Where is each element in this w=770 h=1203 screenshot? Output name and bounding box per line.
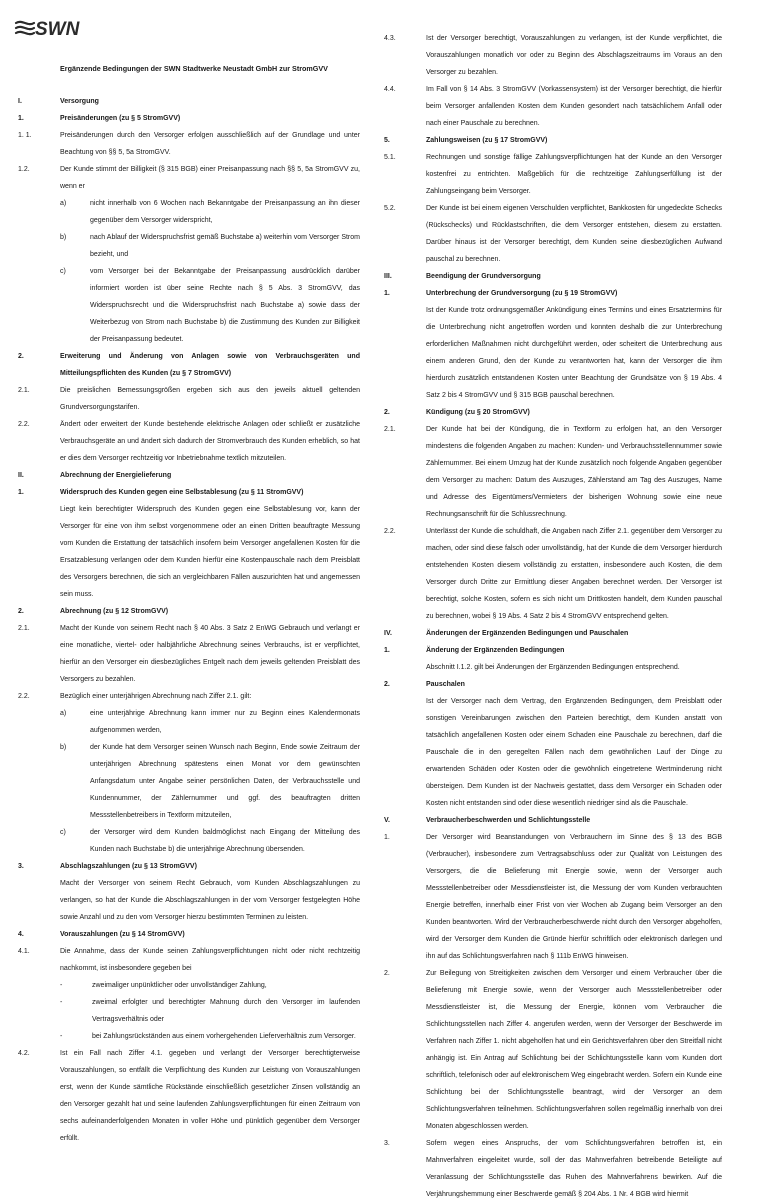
clause-heading	[18, 926, 360, 943]
clause-paragraph	[18, 416, 360, 467]
section-heading	[18, 93, 360, 110]
list-item	[18, 705, 360, 739]
clause-number: 2.1.	[384, 426, 396, 433]
list-text: zweimaliger unpünktlicher oder unvollständiger Zahlung,	[92, 982, 267, 989]
clause-paragraph	[384, 421, 722, 523]
clause-paragraph	[18, 382, 360, 416]
clause-number: 2.2.	[384, 528, 396, 535]
clause-paragraph	[384, 693, 722, 812]
clause-text: Ist der Versorger berechtigt, Vorauszahlungen zu verlangen, ist der Kunde verpflichtet, die Vorauszahlungen monatlich vor oder zu Beginn des Abschlagszeitraums im Voraus an den Versorger zu bezahlen.	[426, 35, 722, 76]
list-item	[18, 229, 360, 263]
clause-text: Abschlagszahlungen (zu § 13 StromGVV)	[60, 863, 197, 870]
list-label: -	[60, 982, 63, 989]
clause-heading	[18, 484, 360, 501]
clause-number: IV.	[384, 630, 392, 637]
left-column	[18, 56, 360, 1147]
clause-heading	[384, 642, 722, 659]
clause-text: Zur Beilegung von Streitigkeiten zwischen dem Versorger und einem Verbraucher über die Belieferung mit Energie sowie, wenn der Versorger auch Messstellenbetreiber oder Messdienstleister ist, die Messung der Energie, können vom Verbraucher die Schlichtungsstellen nach Ziffer 4. angerufen werden, wenn der Versorger der Beschwerde im Verfahren nach Ziffer 1. nicht abgeholfen hat und ein Gerichtsverfahren über den Streitfall nicht anhängig ist. Ein Antrag auf Schlichtung bei der Schlichtungsstelle kann vom Kunden dort schriftlich, telefonisch oder auf elektronischem Weg eingebracht werden. Sofern ein Kunde eine Schlichtung bei der Schlichtungsstelle beantragt, wird der Versorger an dem Schlichtungsverfahren teilnehmen. Schlichtungsverfahren sollen regelmäßig innerhalb von drei Monaten abgeschlossen werden.	[426, 970, 722, 1130]
clause-number: 2.1.	[18, 625, 30, 632]
clause-number: 3.	[384, 1140, 390, 1147]
clause-number: 2.	[384, 970, 390, 977]
clause-text: Im Fall von § 14 Abs. 3 StromGVV (Vorkassensystem) ist der Versorger berechtigt, die hierfür beim Versorger anfallenden Kosten dem Kunden gesondert nach tatsächlichem Anfall oder nach einer Pauschale zu berechnen.	[426, 86, 722, 127]
list-text: zweimal erfolgter und berechtigter Mahnung durch den Versorger im laufenden Vertragsverhältnis oder	[92, 999, 360, 1023]
right-column	[384, 30, 722, 1203]
section-heading	[384, 268, 722, 285]
list-label: a)	[60, 200, 67, 207]
clause-heading	[18, 110, 360, 127]
clause-number: 4.	[18, 931, 24, 938]
clause-number: 2.1.	[18, 387, 30, 394]
clause-paragraph	[384, 1135, 722, 1203]
clause-text: Ist ein Fall nach Ziffer 4.1. gegeben und verlangt der Versorger berechtigterweise Vorauszahlungen, so entfällt die Verpflichtung des Kunden zur Leistung von Vorauszahlungen erst, wenn der Kunde sämtliche Rückstände einschließlich gesetzlicher Zinsen vollständig an den Versorger gezahlt hat und seine laufenden Zahlungsverpflichtungen für einen Zeitraum von sechs aufeinanderfolgenden Monaten in voller Höhe und pünktlich gegenüber dem Versorger erfüllt.	[60, 1050, 360, 1142]
clause-text: Widerspruch des Kunden gegen eine Selbstablesung (zu § 11 StromGVV)	[60, 489, 304, 496]
section-heading	[384, 812, 722, 829]
clause-number: 1.	[18, 115, 24, 122]
clause-paragraph	[384, 829, 722, 965]
clause-text: Pauschalen	[426, 681, 465, 688]
clause-text: Macht der Kunde von seinem Recht nach § 40 Abs. 3 Satz 2 EnWG Gebrauch und verlangt er eine monatliche, viertel- oder halbjährliche Abrechnung seines Verbrauchs, ist er verpflichtet, hierfür an den Versorger ein diesbezügliches Entgelt nach dem jeweils geltenden Preisblatt des Versorgers zu bezahlen.	[60, 625, 360, 683]
bullet-item	[18, 1028, 360, 1045]
clause-text: Abschnitt I.1.2. gilt bei Änderungen der Ergänzenden Bedingungen entsprechend.	[426, 664, 680, 671]
clause-number: 2.	[384, 681, 390, 688]
svg-text:SWN: SWN	[35, 19, 80, 40]
clause-text: Änderung der Ergänzenden Bedingungen	[426, 647, 565, 654]
clause-heading	[384, 676, 722, 693]
clause-text: Vorauszahlungen (zu § 14 StromGVV)	[60, 931, 185, 938]
clause-number: 1.	[384, 647, 390, 654]
clause-number: I.	[18, 98, 22, 105]
list-item	[18, 263, 360, 348]
clause-number: 1.2.	[18, 166, 30, 173]
clause-paragraph	[18, 161, 360, 195]
list-text: bei Zahlungsrückständen aus einem vorhergehenden Lieferverhältnis zum Versorger.	[92, 1033, 356, 1040]
clause-number: 1.	[18, 489, 24, 496]
list-text: eine unterjährige Abrechnung kann immer nur zu Beginn eines Kalendermonats aufgenommen werden,	[90, 710, 360, 734]
clause-paragraph	[384, 302, 722, 404]
clause-paragraph	[384, 30, 722, 81]
clause-heading	[384, 285, 722, 302]
clause-number: 5.1.	[384, 154, 396, 161]
clause-text: Versorgung	[60, 98, 99, 105]
section-heading	[384, 625, 722, 642]
clause-heading	[18, 858, 360, 875]
clause-text: Die Annahme, dass der Kunde seinen Zahlungsverpflichtungen nicht oder nicht rechtzeitig nachkommt, ist insbesondere gegeben bei	[60, 948, 360, 972]
clause-text: Abrechnung (zu § 12 StromGVV)	[60, 608, 169, 615]
clause-paragraph	[18, 1045, 360, 1147]
clause-text: Beendigung der Grundversorgung	[426, 273, 541, 280]
clause-number: 2.	[18, 608, 24, 615]
clause-heading	[384, 132, 722, 149]
clause-text: Abrechnung der Energielieferung	[60, 472, 172, 479]
clause-text: Bezüglich einer unterjährigen Abrechnung nach Ziffer 2.1. gilt:	[60, 693, 252, 700]
clause-text: Ist der Versorger nach dem Vertrag, den Ergänzenden Bedingungen, dem Preisblatt oder sonstigen Vereinbarungen zwischen den Parteien berechtigt, dem Kunden anstatt von tatsächlich angefallenen Kosten oder einem Schaden eine Pauschale zu berechnen, darf die Pauschale die in den geregelten Fällen nach dem gewöhnlichen Lauf der Dinge zu erwartenden Schäden oder Kosten oder die gewöhnlich eingetretene Wertminderung nicht übersteigen. Dem Kunden ist der Nachweis gestattet, dass dem Versorger ein Schaden oder Kosten nicht entstanden sind oder diese wesentlich niedriger sind als die Pauschale.	[426, 698, 722, 807]
clause-paragraph	[384, 149, 722, 200]
clause-heading	[18, 603, 360, 620]
clause-number: 1.	[384, 290, 390, 297]
clause-paragraph	[18, 875, 360, 926]
clause-text: Unterbrechung der Grundversorgung (zu § 19 StromGVV)	[426, 290, 618, 297]
clause-text: Preisänderungen durch den Versorger erfolgen ausschließlich auf der Grundlage und unter Beachtung von §§ 5, 5a StromGVV.	[60, 132, 360, 156]
clause-number: 1. 1.	[18, 132, 32, 139]
clause-text: Verbraucherbeschwerden und Schlichtungsstelle	[426, 817, 591, 824]
clause-text: Zahlungsweisen (zu § 17 StromGVV)	[426, 137, 548, 144]
list-item	[18, 195, 360, 229]
list-text: vom Versorger bei der Bekanntgabe der Preisanpassung ausdrücklich darüber informiert worden ist über seine Rechte nach § 5 Abs. 3 StromGVV, das Widerspruchsrecht und die Widerspruchsfrist nach Buchstabe a) sowie dass der Weiterbezug von Strom nach Buchstabe b) die Zustimmung des Kunden zur Billigkeit der Preisanpassung bedeutet.	[90, 268, 360, 343]
clause-text: Ändert oder erweitert der Kunde bestehende elektrische Anlagen oder schließt er zusätzliche Verbrauchsgeräte an und ändert sich dadurch der Stromverbrauch des Kunden erheblich, so hat er dies dem Versorger rechtzeitig vor Inbetriebnahme textlich mitzuteilen.	[60, 421, 360, 462]
clause-number: III.	[384, 273, 392, 280]
clause-text: Der Kunde ist bei einem eigenen Verschulden verpflichtet, Bankkosten für ungedeckte Schecks (Rückschecks) und Rücklastschriften, die dem Versorger entstehen, diesem zu erstatten. Darüber hinaus ist der Versorger berechtigt, dem Kunden seine diesbezüglichen Aufwand pauschal zu berechnen.	[426, 205, 722, 263]
clause-text: Der Kunde hat bei der Kündigung, die in Textform zu erfolgen hat, an den Versorger mindestens die folgenden Angaben zu machen: Kunden- und Verbrauchsstellennummer sowie Zählernummer. Bei einem Umzug hat der Kunde zusätzlich noch folgende Angaben gegenüber dem Versorger zu machen: Datum des Auszuges, Zählerstand am Tag des Auszuges, Name und Adresse des Eigentümers/Vermieters der bisherigen Wohnung sowie eine neue Rechnungsanschrift für die Schlussrechnung.	[426, 426, 722, 518]
list-item	[18, 739, 360, 824]
document-title: Ergänzende Bedingungen der SWN Stadtwerke Neustadt GmbH zur StromGVV	[60, 64, 328, 73]
bullet-item	[18, 977, 360, 994]
swn-logo	[14, 14, 94, 40]
clause-text: Der Versorger wird Beanstandungen von Verbrauchern im Sinne des § 13 des BGB (Verbraucher), insbesondere zum Vertragsabschluss oder zur Qualität von Leistungen des Versorgers, die die Belieferung mit Energie sowie, wenn der Versorger auch Messstellenbetreiber oder Messdienstleister ist, die Messung der vom Kunden verbrauchten Energie betreffen, innerhalb einer Frist von vier Wochen ab Zugang beim Versorger an den Kunden beantworten. Wird der Verbraucherbeschwerde nicht durch den Versorger abgeholfen, wird der Versorger dem Kunden die Gründe hierfür schriftlich oder elektronisch darlegen und ihn auf das Schlichtungsverfahren nach § 111b EnWG hinweisen.	[426, 834, 722, 960]
clause-number: 5.2.	[384, 205, 396, 212]
list-label: c)	[60, 829, 66, 836]
clause-number: 2.2.	[18, 693, 30, 700]
clause-paragraph	[384, 200, 722, 268]
clause-number: 4.3.	[384, 35, 396, 42]
clause-paragraph	[384, 81, 722, 132]
section-heading	[18, 467, 360, 484]
list-text: der Versorger wird dem Kunden baldmöglichst nach Eingang der Mitteilung des Kunden nach Buchstabe b) die unterjährige Abrechnung übersenden.	[90, 829, 360, 853]
clause-text: Der Kunde stimmt der Billigkeit (§ 315 BGB) einer Preisanpassung nach §§ 5, 5a StromGVV zu, wenn er	[60, 166, 360, 190]
clause-number: 4.2.	[18, 1050, 30, 1057]
clause-paragraph	[18, 688, 360, 705]
clause-number: 2.	[384, 409, 390, 416]
bullet-item	[18, 994, 360, 1028]
clause-paragraph	[384, 523, 722, 625]
clause-paragraph	[384, 659, 722, 676]
clause-text: Macht der Versorger von seinem Recht Gebrauch, vom Kunden Abschlagszahlungen zu verlangen, so hat der Kunde die Abschlagszahlungen in der vom Versorger festgelegten Höhe sowie Anzahl und zu den vom Versorger hierzu bestimmten Terminen zu leisten.	[60, 880, 360, 921]
clause-paragraph	[18, 943, 360, 977]
clause-text: Sofern wegen eines Anspruchs, der vom Schlichtungsverfahren betroffen ist, ein Mahnverfahren eingeleitet wurde, soll der das Mahnverfahren betreibende Beteiligte auf Veranlassung der Schlichtungsstelle das Ruhen des Mahnverfahrens bewirken. Auf die Verjährungshemmung einer Beschwerde gemäß § 204 Abs. 1 Nr. 4 BGB wird hiermit	[426, 1140, 722, 1198]
list-label: -	[60, 999, 63, 1006]
clause-paragraph	[384, 965, 722, 1135]
clause-number: 3.	[18, 863, 24, 870]
list-label: b)	[60, 234, 67, 241]
clause-heading	[384, 404, 722, 421]
clause-text: Die preislichen Bemessungsgrößen ergeben sich aus den jeweils aktuell geltenden Grundversorgungstarifen.	[60, 387, 360, 411]
list-item	[18, 824, 360, 858]
list-text: nach Ablauf der Widerspruchsfrist gemäß Buchstabe a) weiterhin vom Versorger Strom bezieht, und	[90, 234, 360, 258]
clause-heading	[18, 348, 360, 382]
list-label: c)	[60, 268, 66, 275]
clause-text: Änderungen der Ergänzenden Bedingungen und Pauschalen	[426, 630, 629, 637]
list-text: der Kunde hat dem Versorger seinen Wunsch nach Beginn, Ende sowie Zeitraum der unterjährigen Abrechnung spätestens einen Monat vor dem gewünschten Anfangsdatum unter Angabe seiner persönlichen Daten, der Verbrauchsstelle und Kundennummer, der Zählernummer und ggf. des beauftragten dritten Messstellenbetreibers in Textform mitzuteilen,	[90, 744, 360, 819]
clause-number: 5.	[384, 137, 390, 144]
clause-text: Preisänderungen (zu § 5 StromGVV)	[60, 115, 181, 122]
clause-number: 1.	[384, 834, 390, 841]
clause-paragraph	[18, 620, 360, 688]
clause-number: 2.	[18, 353, 24, 360]
list-label: b)	[60, 744, 67, 751]
clause-text: Unterlässt der Kunde die schuldhaft, die Angaben nach Ziffer 2.1. gegenüber dem Versorger zu machen, oder sind diese falsch oder unvollständig, hat der Kunde die dem Versorger hierdurch entstehenden Kosten diesem vollständig zu erstatten, insbesondere auch Kosten, die dem Versorger durch Dritte zur Ermittlung dieser Angaben berechnet werden. Der Versorger ist berechtigt, solche Kosten, sofern es sich nicht um Drittkosten handelt, dem Kunden pauschal zu berechnen, wobei § 19 Abs. 4 Satz 2 bis 4 StromGVV entsprechend gelten.	[426, 528, 722, 620]
clause-text: Ist der Kunde trotz ordnungsgemäßer Ankündigung eines Termins und eines Ersatztermins für die Unterbrechung nicht angetroffen worden und konnten deshalb die zur Unterbrechung erforderlichen Maßnahmen nicht durchgeführt werden, oder scheitert die Unterbrechung aus einem anderen Grund, den der Kunde zu verantworten hat, kann der Versorger die ihm hierdurch zusätzlich entstandenen Kosten unter Beachtung der Grundsätze von § 19 Abs. 4 Satz 2 bis 4 StromGVV und § 315 BGB pauschal berechnen.	[426, 307, 722, 399]
clause-paragraph	[18, 127, 360, 161]
list-label: a)	[60, 710, 67, 717]
clause-number: 4.1.	[18, 948, 30, 955]
list-text: nicht innerhalb von 6 Wochen nach Bekanntgabe der Preisanpassung an ihn dieser gegenüber dem Versorger widerspricht,	[90, 200, 360, 224]
clause-text: Kündigung (zu § 20 StromGVV)	[426, 409, 530, 416]
clause-paragraph	[18, 501, 360, 603]
clause-number: II.	[18, 472, 24, 479]
clause-number: 2.2.	[18, 421, 30, 428]
clause-text: Liegt kein berechtigter Widerspruch des Kunden gegen eine Selbstablesung vor, kann der Versorger für eine von ihm selbst vorgenommene oder an einen Dritten beauftragte Messung vom Kunden die Erstattung der tatsächlich insofern beim Versorger angefallenen Kosten für die Ersatzablesung verlangen oder dem Kunden hierfür eine Kostenpauschale nach dem Preisblatt des Versorgers berechnen, die sich an vergleichbaren Fällen auszurichten hat und angemessen sein muss.	[60, 506, 360, 598]
list-label: -	[60, 1033, 63, 1040]
clause-number: V.	[384, 817, 390, 824]
clause-text: Rechnungen und sonstige fällige Zahlungsverpflichtungen hat der Kunde an den Versorger kostenfrei zu entrichten. Maßgeblich für die rechtzeitige Zahlungserfüllung ist der Zahlungseingang beim Versorger.	[426, 154, 722, 195]
clause-number: 4.4.	[384, 86, 396, 93]
clause-text: Erweiterung und Änderung von Anlagen sowie von Verbrauchsgeräten und Mitteilungspflichten des Kunden (zu § 7 StromGVV)	[60, 353, 360, 377]
